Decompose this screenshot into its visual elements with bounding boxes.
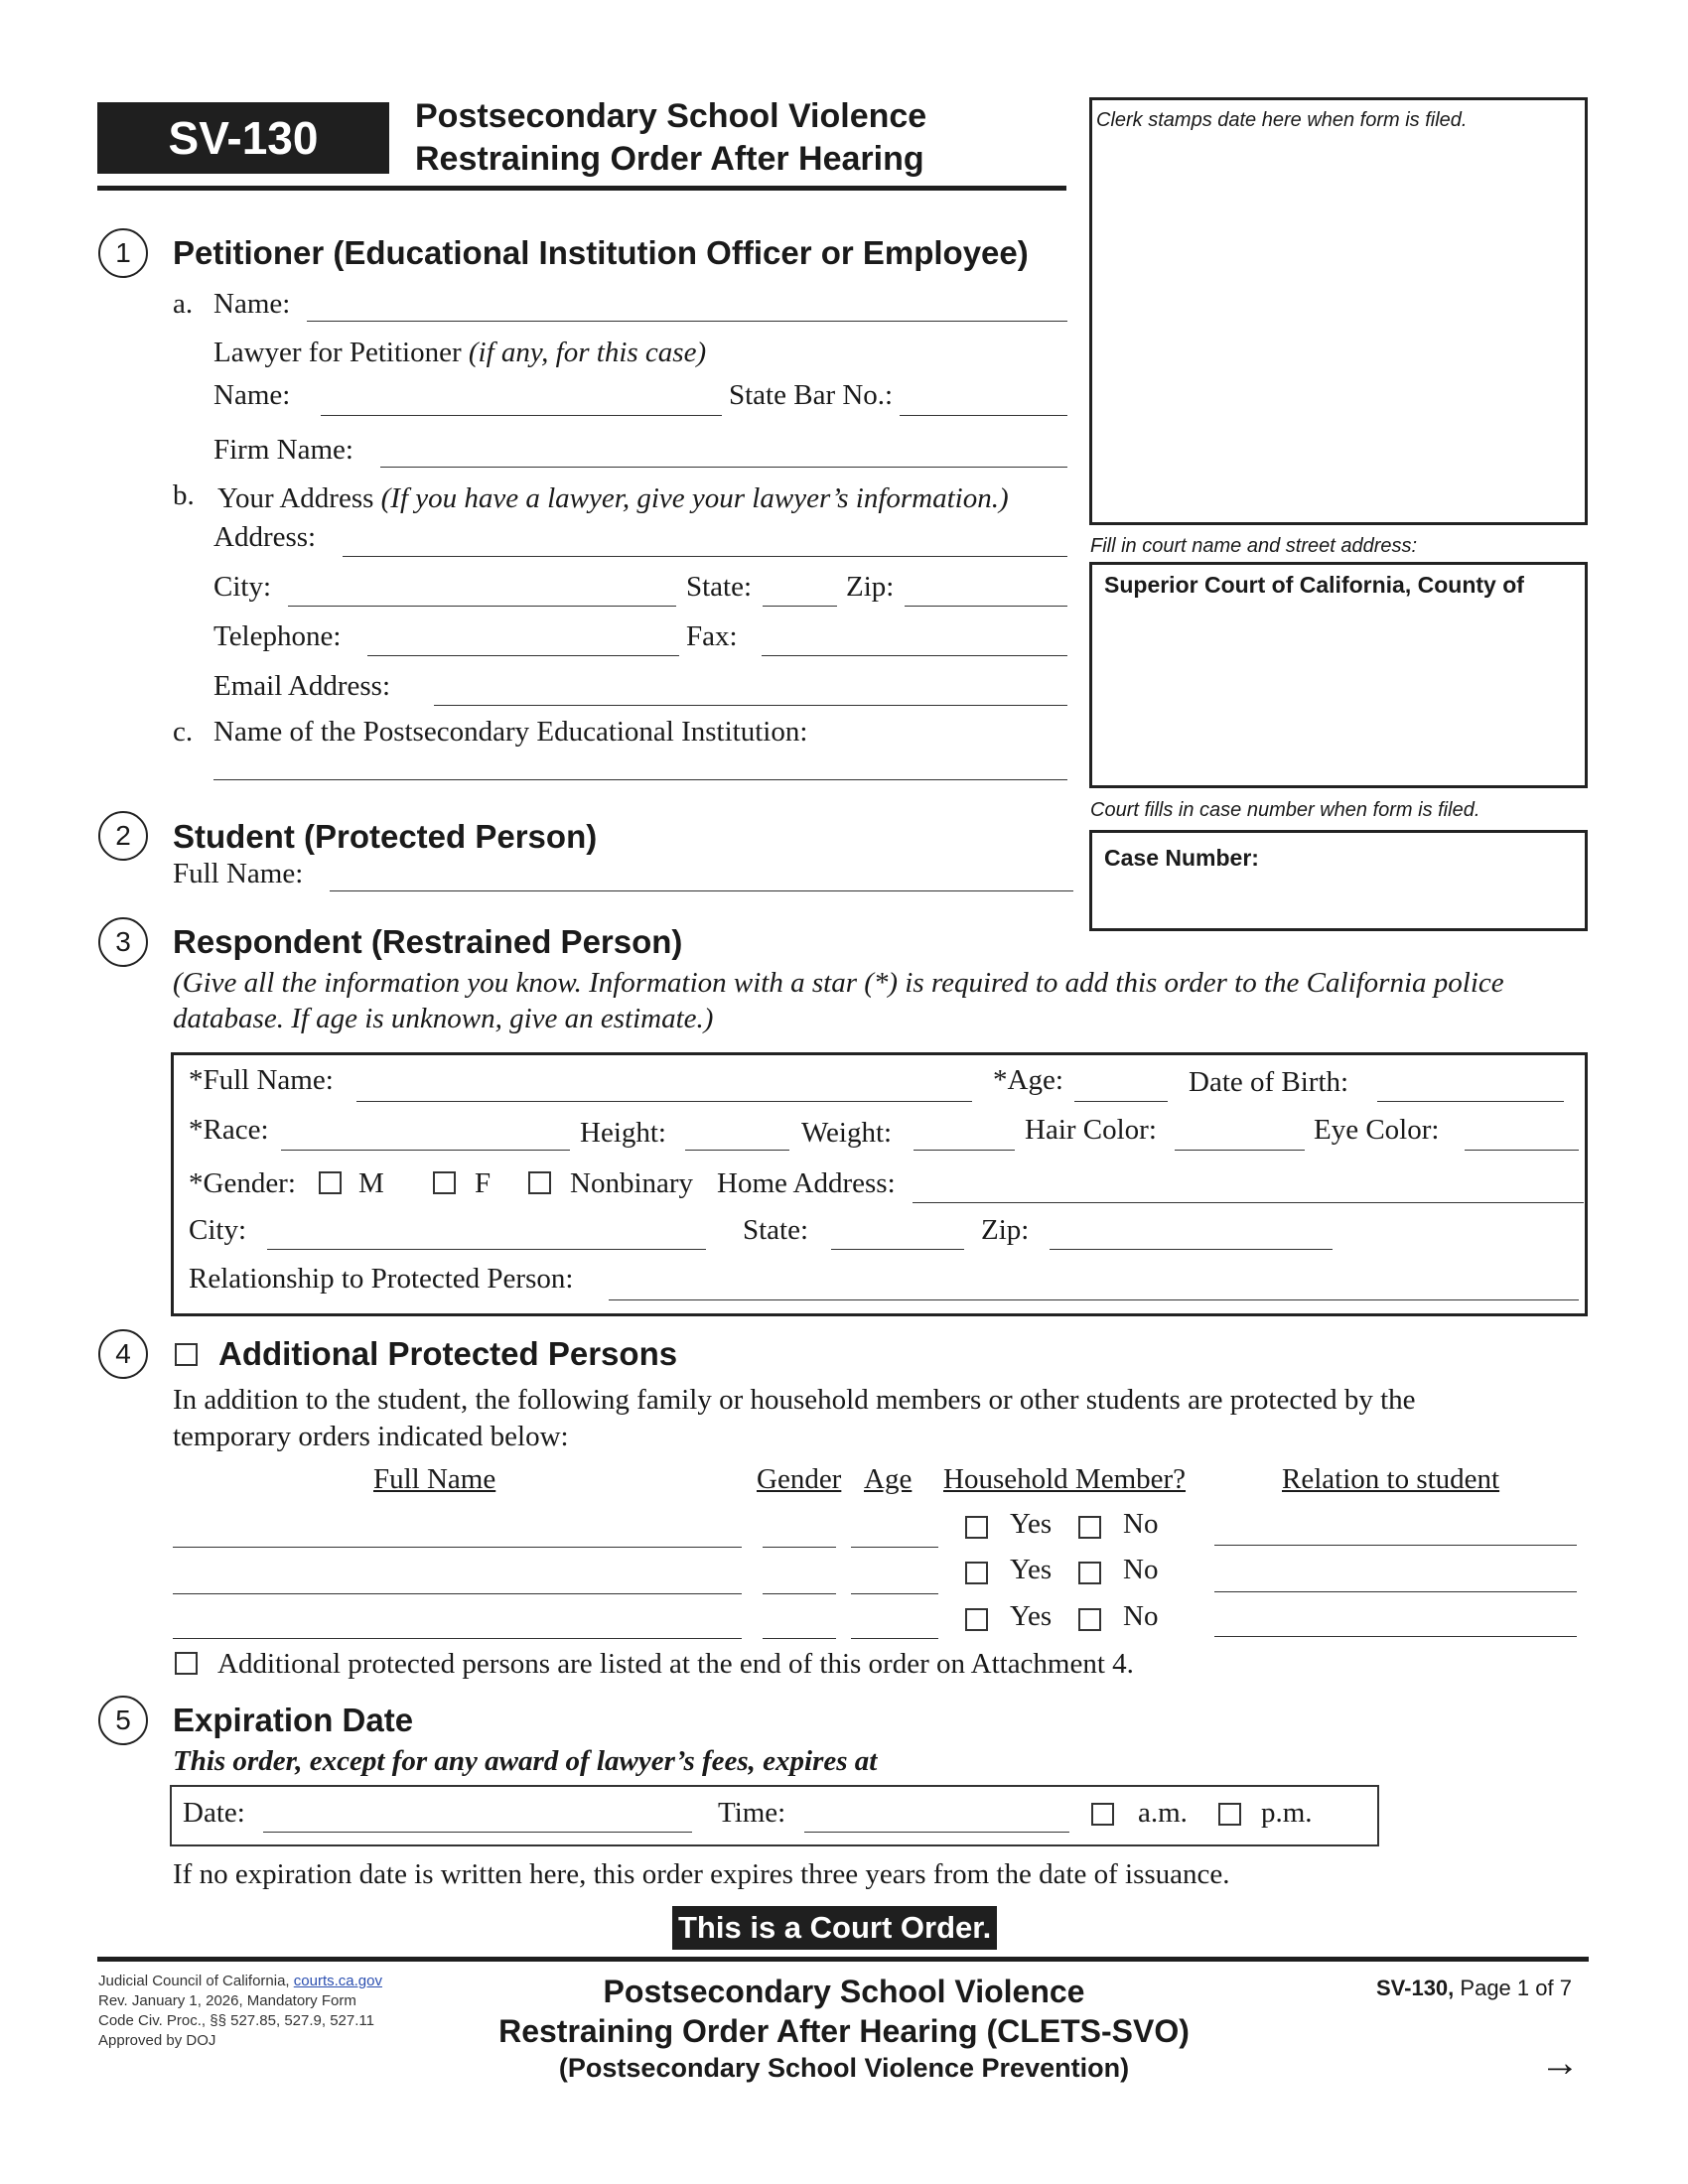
respondent-weight-label: Weight: (801, 1117, 893, 1149)
protected-person-gender-field[interactable] (763, 1593, 836, 1594)
am-label: a.m. (1138, 1797, 1188, 1829)
item-b-letter: b. (173, 479, 195, 511)
footer-form-id: SV-130, (1376, 1976, 1455, 2000)
col-household-member: Household Member? (943, 1463, 1187, 1495)
lawyer-name-label: Name: (213, 379, 291, 411)
respondent-height-label: Height: (580, 1117, 666, 1149)
section-4-title: Additional Protected Persons (218, 1335, 678, 1372)
petitioner-name-field[interactable] (307, 321, 1067, 322)
case-number-box[interactable] (1089, 830, 1588, 931)
col-full-name: Full Name (373, 1463, 496, 1495)
household-no-label: No (1123, 1508, 1159, 1540)
telephone-field[interactable] (367, 655, 679, 656)
col-gender: Gender (757, 1463, 842, 1495)
respondent-eye-label: Eye Color: (1314, 1114, 1440, 1146)
attachment-4-checkbox[interactable] (175, 1652, 198, 1675)
email-field[interactable] (434, 705, 1067, 706)
form-title-line2: Restraining Order After Hearing (415, 140, 924, 178)
lawyer-name-field[interactable] (321, 415, 722, 416)
footer-title (382, 1972, 1306, 2085)
city-label: City: (213, 571, 272, 603)
your-address-heading (217, 484, 1009, 513)
additional-protected-persons-checkbox[interactable] (175, 1343, 198, 1366)
state-bar-label: State Bar No.: (729, 379, 894, 411)
your-address-note: (If you have a lawyer, give your lawyer’s information.) (380, 482, 1009, 514)
institution-field[interactable] (213, 779, 1067, 780)
respondent-gender-label: *Gender: (189, 1167, 296, 1199)
section-3-number: 3 (98, 917, 148, 967)
respondent-race-label: *Race: (189, 1114, 269, 1146)
respondent-hair-field[interactable] (1175, 1150, 1305, 1151)
section-5-title: Expiration Date (173, 1702, 414, 1738)
address-label: Address: (213, 521, 317, 553)
section-5-subtitle: This order, except for any award of lawyer’s fees, expires at (173, 1745, 878, 1777)
pm-checkbox[interactable] (1218, 1803, 1241, 1826)
section-4-number: 4 (98, 1329, 148, 1379)
household-yes-checkbox[interactable] (965, 1516, 988, 1539)
respondent-race-field[interactable] (281, 1150, 570, 1151)
respondent-height-field[interactable] (685, 1150, 789, 1151)
gender-nonbinary-label: Nonbinary (570, 1167, 694, 1199)
footer-code: Code Civ. Proc., §§ 527.85, 527.9, 527.11 (98, 2012, 374, 2029)
respondent-zip-label: Zip: (981, 1214, 1030, 1246)
court-order-banner: This is a Court Order. (672, 1906, 997, 1950)
lawyer-heading-note: (if any, for this case) (468, 337, 707, 368)
state-bar-field[interactable] (900, 415, 1067, 416)
col-age: Age (864, 1463, 913, 1495)
section-2-title: Student (Protected Person) (173, 818, 598, 855)
protected-person-gender-field[interactable] (763, 1547, 836, 1548)
expiration-note: If no expiration date is written here, this order expires three years from the date of issuance. (173, 1858, 1230, 1890)
state-label: State: (686, 571, 753, 603)
item-a-letter: a. (173, 288, 194, 320)
state-field[interactable] (763, 606, 837, 607)
protected-person-gender-field[interactable] (763, 1638, 836, 1639)
clerk-stamp-box (1089, 97, 1588, 525)
protected-person-age-field[interactable] (851, 1638, 938, 1639)
household-no-checkbox[interactable] (1078, 1562, 1101, 1584)
gender-m-checkbox[interactable] (319, 1171, 342, 1194)
respondent-hair-label: Hair Color: (1025, 1114, 1157, 1146)
respondent-full-name-label: *Full Name: (189, 1064, 334, 1096)
respondent-home-address-field[interactable] (913, 1202, 1584, 1203)
respondent-full-name-field[interactable] (356, 1101, 972, 1102)
footer-title-line2: Restraining Order After Hearing (CLETS-SVO) (498, 2013, 1190, 2049)
case-number-instructions: Court fills in case number when form is filed. (1090, 799, 1480, 821)
footer-page-info (1376, 1976, 1572, 2001)
gender-m-label: M (358, 1167, 384, 1199)
institution-label: Name of the Postsecondary Educational Institution: (213, 716, 808, 748)
gender-f-checkbox[interactable] (433, 1171, 456, 1194)
case-number-label: Case Number: (1104, 845, 1259, 871)
section-4-intro-line2: temporary orders indicated below: (173, 1421, 569, 1452)
footer-title-line1: Postsecondary School Violence (603, 1974, 1085, 2009)
your-address-text: Your Address (217, 482, 374, 514)
respondent-eye-field[interactable] (1465, 1150, 1579, 1151)
zip-field[interactable] (905, 606, 1067, 607)
attachment-4-text: Additional protected persons are listed at the end of this order on Attachment 4. (217, 1648, 1134, 1680)
firm-name-label: Firm Name: (213, 434, 353, 466)
respondent-instructions-line2: database. If age is unknown, give an estimate.) (173, 1003, 714, 1034)
form-title (415, 95, 926, 181)
household-yes-label: Yes (1010, 1508, 1053, 1540)
household-yes-checkbox[interactable] (965, 1562, 988, 1584)
household-yes-label: Yes (1010, 1554, 1053, 1585)
footer-approved: Approved by DOJ (98, 2032, 216, 2049)
telephone-label: Telephone: (213, 620, 342, 652)
respondent-dob-label: Date of Birth: (1189, 1066, 1349, 1098)
address-field[interactable] (343, 556, 1067, 557)
city-field[interactable] (288, 606, 676, 607)
household-no-checkbox[interactable] (1078, 1608, 1101, 1631)
zip-label: Zip: (846, 571, 895, 603)
expiration-date-label: Date: (183, 1797, 245, 1829)
protected-person-age-field[interactable] (851, 1593, 938, 1594)
am-checkbox[interactable] (1091, 1803, 1114, 1826)
item-c-letter: c. (173, 716, 194, 748)
pm-label: p.m. (1261, 1797, 1313, 1829)
expiration-time-label: Time: (718, 1797, 786, 1829)
household-no-checkbox[interactable] (1078, 1516, 1101, 1539)
form-title-line1: Postsecondary School Violence (415, 97, 927, 135)
col-relation: Relation to student (1282, 1463, 1500, 1495)
household-no-label: No (1123, 1600, 1159, 1632)
gender-nonbinary-checkbox[interactable] (528, 1171, 551, 1194)
protected-person-name-field[interactable] (173, 1547, 742, 1548)
section-4-intro-line1: In addition to the student, the following family or household members or other students are protected by the (173, 1384, 1416, 1416)
household-yes-label: Yes (1010, 1600, 1053, 1632)
section-3-title: Respondent (Restrained Person) (173, 923, 683, 960)
footer-left (98, 1972, 382, 2051)
footer-council (98, 1972, 382, 1991)
protected-person-name-field[interactable] (173, 1638, 742, 1639)
respondent-weight-field[interactable] (914, 1150, 1015, 1151)
respondent-home-address-label: Home Address: (717, 1167, 896, 1199)
respondent-dob-field[interactable] (1377, 1101, 1564, 1102)
footer-page-number: Page 1 of 7 (1460, 1976, 1572, 2000)
gender-f-label: F (475, 1167, 492, 1199)
respondent-instructions-line1: (Give all the information you know. Information with a star (*) is required to add this order to the California police (173, 967, 1504, 999)
protected-person-relation-field[interactable] (1214, 1591, 1577, 1592)
footer-council-text: Judicial Council of California, (98, 1973, 290, 1989)
court-name-text: Superior Court of California, County of (1104, 572, 1524, 598)
clerk-stamp-label: Clerk stamps date here when form is filed. (1096, 109, 1468, 131)
protected-person-name-field[interactable] (173, 1593, 742, 1594)
fax-label: Fax: (686, 620, 738, 652)
relationship-field[interactable] (609, 1299, 1579, 1300)
protected-person-relation-field[interactable] (1214, 1636, 1577, 1637)
respondent-city-label: City: (189, 1214, 247, 1246)
court-name-box[interactable] (1089, 562, 1588, 788)
respondent-zip-field[interactable] (1050, 1249, 1333, 1250)
student-full-name-label: Full Name: (173, 858, 304, 889)
respondent-state-field[interactable] (831, 1249, 964, 1250)
footer-rule (97, 1957, 1589, 1962)
firm-name-field[interactable] (380, 467, 1067, 468)
protected-person-relation-field[interactable] (1214, 1545, 1577, 1546)
email-label: Email Address: (213, 670, 391, 702)
relationship-label: Relationship to Protected Person: (189, 1263, 574, 1295)
section-1-title: Petitioner (Educational Institution Officer or Employee) (173, 234, 1029, 271)
respondent-state-label: State: (743, 1214, 809, 1246)
form-id-badge: SV-130 (97, 102, 389, 174)
next-page-arrow-icon[interactable]: → (1540, 2041, 1580, 2085)
household-no-label: No (1123, 1554, 1159, 1585)
section-2-number: 2 (98, 811, 148, 861)
lawyer-heading-text: Lawyer for Petitioner (213, 337, 462, 368)
expiration-date-field[interactable] (263, 1832, 692, 1833)
fax-field[interactable] (762, 655, 1067, 656)
student-full-name-field[interactable] (330, 890, 1073, 891)
respondent-age-field[interactable] (1074, 1101, 1168, 1102)
section-5-number: 5 (98, 1696, 148, 1745)
expiration-time-field[interactable] (804, 1832, 1069, 1833)
petitioner-name-label: Name: (213, 288, 291, 320)
respondent-city-field[interactable] (267, 1249, 706, 1250)
lawyer-heading (213, 339, 706, 367)
footer-title-line3: (Postsecondary School Violence Prevention) (558, 2053, 1130, 2083)
court-name-label: Fill in court name and street address: (1090, 535, 1418, 557)
section-1-number: 1 (98, 228, 148, 278)
household-yes-checkbox[interactable] (965, 1608, 988, 1631)
footer-rev: Rev. January 1, 2026, Mandatory Form (98, 1992, 356, 2009)
header-rule (97, 186, 1066, 191)
footer-council-link[interactable]: courts.ca.gov (293, 1973, 382, 1989)
protected-person-age-field[interactable] (851, 1547, 938, 1548)
respondent-age-label: *Age: (993, 1064, 1063, 1096)
